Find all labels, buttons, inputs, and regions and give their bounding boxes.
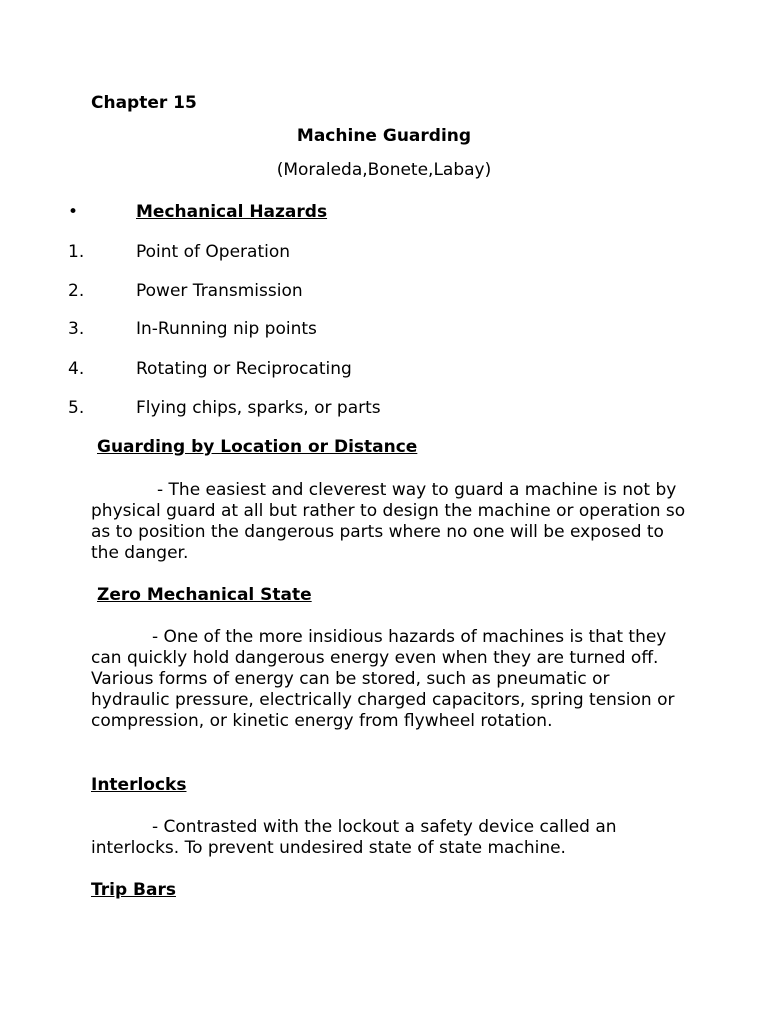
hazard-number: 1. — [68, 242, 85, 262]
hazard-number: 2. — [68, 281, 85, 301]
section-heading-guarding-by-location: Guarding by Location or Distance — [97, 437, 418, 457]
section-body-text: - Contrasted with the lockout a safety device called an interlocks. To prevent undesired state of state machine. — [91, 817, 617, 858]
hazard-item: Rotating or Reciprocating — [136, 359, 352, 379]
section-heading-zero-mechanical-state: Zero Mechanical State — [97, 585, 312, 605]
hazard-item: Point of Operation — [136, 242, 291, 262]
document-title: Machine Guarding — [296, 126, 472, 146]
section-body-guarding-by-location — [91, 480, 691, 564]
hazard-number: 3. — [68, 319, 85, 339]
hazard-item: In-Running nip points — [136, 319, 317, 339]
hazard-item: Flying chips, sparks, or parts — [136, 398, 381, 418]
section-heading-trip-bars: Trip Bars — [91, 880, 176, 900]
mechanical-hazards-heading: Mechanical Hazards — [136, 202, 328, 222]
document-authors: (Moraleda,Bonete,Labay) — [276, 160, 492, 180]
section-body-text: - One of the more insidious hazards of machines is that they can quickly hold dangerous energy even when they are turned off. Various forms of energy can be stored, such as pneumatic or hydraulic pressure, electrically charged capacitors, spring tension or compression, or kinetic energy from flywheel rotation. — [91, 627, 675, 731]
hazard-number: 4. — [68, 359, 85, 379]
chapter-label: Chapter 15 — [91, 93, 197, 113]
bullet-icon: • — [68, 202, 79, 222]
section-heading-interlocks: Interlocks — [91, 775, 187, 795]
section-body-zero-mechanical-state — [91, 627, 691, 732]
section-body-interlocks — [91, 817, 691, 859]
section-body-text: - The easiest and cleverest way to guard a machine is not by physical guard at all but rather to design the machine or operation so as to position the dangerous parts where no one will be exposed to the danger. — [91, 480, 686, 563]
hazard-item: Power Transmission — [136, 281, 303, 301]
hazard-number: 5. — [68, 398, 85, 418]
